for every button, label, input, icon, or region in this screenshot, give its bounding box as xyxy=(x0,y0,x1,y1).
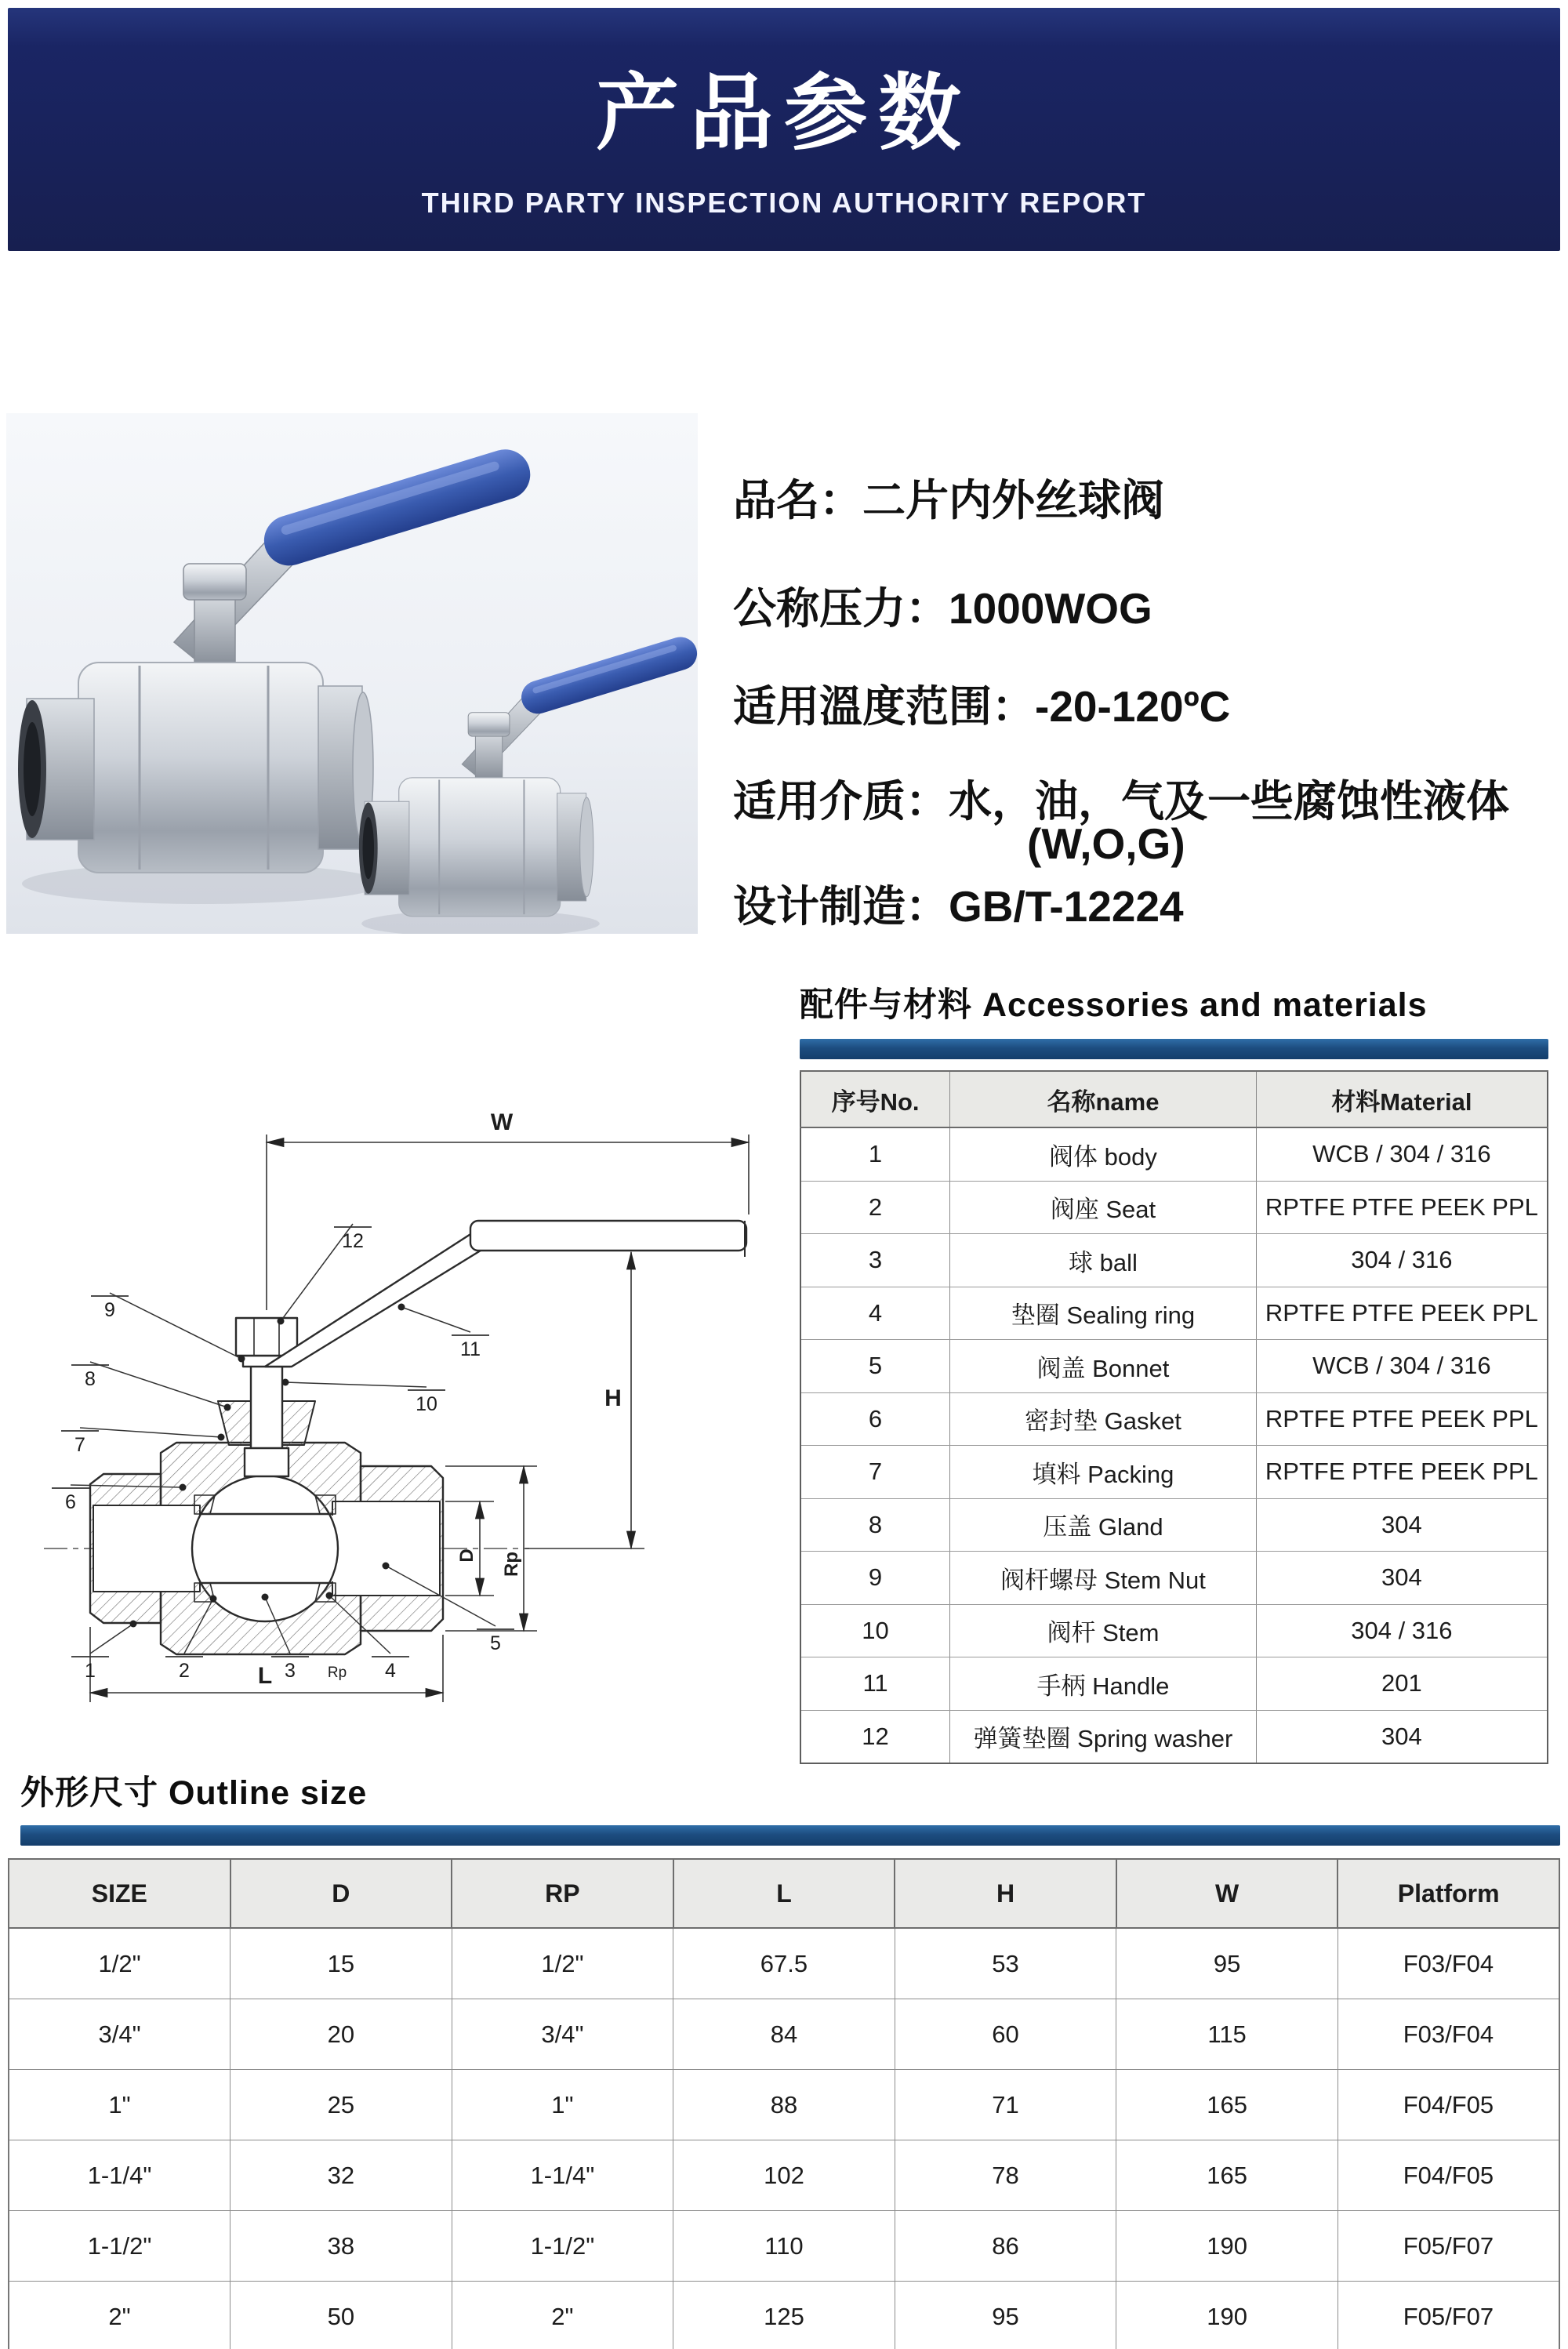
dim-l-label: L xyxy=(257,1663,273,1689)
table-cell: 阀座 Seat xyxy=(950,1181,1257,1234)
table-cell: 2" xyxy=(9,2282,230,2349)
column-header: Platform xyxy=(1338,1859,1559,1928)
table-cell: 38 xyxy=(230,2211,452,2282)
spec-value: 1000WOG xyxy=(949,584,1152,633)
part-number-label: 1 xyxy=(85,1660,96,1682)
accessories-header-row xyxy=(800,1071,1548,1127)
table-cell: 11 xyxy=(800,1657,950,1711)
table-cell: 71 xyxy=(895,2070,1116,2140)
column-header: D xyxy=(230,1859,452,1928)
table-cell: 115 xyxy=(1116,1999,1338,2070)
table-row xyxy=(9,2140,1559,2211)
table-cell: 3/4" xyxy=(9,1999,230,2070)
table-cell: 1-1/4" xyxy=(452,2140,673,2211)
spec-value: GB/T-12224 xyxy=(949,882,1184,931)
technical-drawing xyxy=(16,1043,776,1741)
table-cell: 1/2" xyxy=(452,1928,673,1999)
table-cell: 阀体 body xyxy=(950,1127,1257,1181)
table-cell: F05/F07 xyxy=(1338,2282,1559,2349)
table-row xyxy=(800,1552,1548,1605)
table-cell: 304 / 316 xyxy=(1256,1234,1548,1287)
accessories-table xyxy=(800,1070,1548,1764)
spec-standard xyxy=(733,872,1184,934)
table-row xyxy=(9,1928,1559,1999)
table-cell: 12 xyxy=(800,1710,950,1763)
outline-title: 外形尺寸 Outline size xyxy=(20,1774,368,1812)
spec-label: 公称压力： xyxy=(733,584,949,633)
column-header: H xyxy=(895,1859,1116,1928)
table-row xyxy=(800,1657,1548,1711)
spec-label: 品名： xyxy=(733,476,863,525)
part-number-label: 3 xyxy=(285,1660,296,1682)
table-cell: 304 xyxy=(1256,1552,1548,1605)
table-cell: 1/2" xyxy=(9,1928,230,1999)
table-cell: 5 xyxy=(800,1340,950,1393)
table-cell: 304 xyxy=(1256,1710,1548,1763)
table-cell: 1" xyxy=(452,2070,673,2140)
table-cell: 4 xyxy=(800,1287,950,1340)
table-cell: RPTFE PTFE PEEK PPL xyxy=(1256,1446,1548,1499)
table-row xyxy=(800,1446,1548,1499)
table-cell: F03/F04 xyxy=(1338,1999,1559,2070)
dim-rp-small-label: Rp xyxy=(327,1665,347,1681)
table-cell: 95 xyxy=(1116,1928,1338,1999)
table-cell: 88 xyxy=(673,2070,895,2140)
part-number-label: 12 xyxy=(342,1230,364,1252)
table-cell: 1-1/4" xyxy=(9,2140,230,2211)
table-row xyxy=(9,1999,1559,2070)
table-cell: 1" xyxy=(9,2070,230,2140)
table-cell: 球 ball xyxy=(950,1234,1257,1287)
table-cell: 阀杆螺母 Stem Nut xyxy=(950,1552,1257,1605)
table-row xyxy=(800,1392,1548,1446)
table-cell: 50 xyxy=(230,2282,452,2349)
accessories-divider-bar xyxy=(800,1039,1548,1059)
column-header: 名称name xyxy=(950,1071,1257,1127)
table-cell: F04/F05 xyxy=(1338,2070,1559,2140)
spec-product-name xyxy=(733,466,1164,528)
valve-body-section xyxy=(90,1221,746,1654)
column-header: SIZE xyxy=(9,1859,230,1928)
table-cell: 201 xyxy=(1256,1657,1548,1711)
part-leader-9 xyxy=(91,1293,245,1363)
dim-h-label: H xyxy=(604,1385,622,1411)
part-number-label: 7 xyxy=(74,1434,85,1456)
table-cell: 190 xyxy=(1116,2211,1338,2282)
table-cell: 304 / 316 xyxy=(1256,1604,1548,1657)
table-cell: 165 xyxy=(1116,2070,1338,2140)
column-header: 序号No. xyxy=(800,1071,950,1127)
column-header: 材料Material xyxy=(1256,1071,1548,1127)
page-title: 产品参数 xyxy=(596,67,972,160)
dim-w-label: W xyxy=(490,1109,514,1135)
spec-list xyxy=(733,439,1548,931)
outline-divider-bar xyxy=(20,1825,1560,1846)
table-cell: 86 xyxy=(895,2211,1116,2282)
table-cell: 95 xyxy=(895,2282,1116,2349)
part-number-label: 11 xyxy=(460,1338,481,1360)
table-cell: 2 xyxy=(800,1181,950,1234)
table-cell: 102 xyxy=(673,2140,895,2211)
spec-temperature xyxy=(733,672,1230,734)
table-cell: 190 xyxy=(1116,2282,1338,2349)
column-header: RP xyxy=(452,1859,673,1928)
table-cell: 1-1/2" xyxy=(452,2211,673,2282)
table-row xyxy=(800,1710,1548,1763)
table-row xyxy=(9,2282,1559,2349)
table-cell: RPTFE PTFE PEEK PPL xyxy=(1256,1181,1548,1234)
table-cell: 1 xyxy=(800,1127,950,1181)
table-cell: WCB / 304 / 316 xyxy=(1256,1340,1548,1393)
table-cell: 手柄 Handle xyxy=(950,1657,1257,1711)
part-leader-11 xyxy=(398,1304,490,1361)
table-cell: 垫圈 Sealing ring xyxy=(950,1287,1257,1340)
table-cell: 165 xyxy=(1116,2140,1338,2211)
handle-lever xyxy=(265,1230,491,1367)
table-row xyxy=(800,1181,1548,1234)
page-subtitle: THIRD PARTY INSPECTION AUTHORITY REPORT xyxy=(421,187,1147,219)
table-cell: 78 xyxy=(895,2140,1116,2211)
part-number-label: 4 xyxy=(385,1660,396,1682)
table-cell: F04/F05 xyxy=(1338,2140,1559,2211)
table-cell: 密封垫 Gasket xyxy=(950,1392,1257,1446)
table-cell: WCB / 304 / 316 xyxy=(1256,1127,1548,1181)
part-number-label: 9 xyxy=(104,1299,115,1321)
part-leader-1 xyxy=(71,1621,137,1683)
table-row xyxy=(800,1234,1548,1287)
part-number-label: 8 xyxy=(85,1368,96,1390)
table-cell: 304 xyxy=(1256,1498,1548,1552)
part-number-label: 5 xyxy=(490,1632,501,1654)
table-cell: 53 xyxy=(895,1928,1116,1999)
table-cell: 6 xyxy=(800,1392,950,1446)
ball-valves-photo-illustration xyxy=(6,413,698,934)
part-number-label: 6 xyxy=(65,1491,76,1513)
table-cell: F03/F04 xyxy=(1338,1928,1559,1999)
part-number-label: 2 xyxy=(179,1660,190,1682)
valve-cross-section-drawing xyxy=(16,1043,776,1741)
spec-label: 适用介质： xyxy=(733,777,949,826)
column-header: W xyxy=(1116,1859,1338,1928)
spec-pressure xyxy=(733,574,1152,636)
outline-size-table xyxy=(8,1858,1560,2349)
table-cell: 填料 Packing xyxy=(950,1446,1257,1499)
table-cell: 8 xyxy=(800,1498,950,1552)
header-banner xyxy=(8,8,1560,251)
table-cell: 67.5 xyxy=(673,1928,895,1999)
dim-d-label: D xyxy=(456,1548,477,1563)
table-row xyxy=(800,1287,1548,1340)
spec-value: 二片内外丝球阀 xyxy=(862,476,1165,525)
table-cell: 10 xyxy=(800,1604,950,1657)
table-row xyxy=(9,2211,1559,2282)
table-cell: 阀杆 Stem xyxy=(950,1604,1257,1657)
table-cell: 2" xyxy=(452,2282,673,2349)
spec-media-cont xyxy=(1027,819,1185,869)
table-cell: 9 xyxy=(800,1552,950,1605)
dim-rp-label: Rp xyxy=(501,1552,522,1577)
table-cell: 25 xyxy=(230,2070,452,2140)
table-cell: 3 xyxy=(800,1234,950,1287)
table-cell: F05/F07 xyxy=(1338,2211,1559,2282)
accessories-section xyxy=(800,978,1548,1764)
handle-grip xyxy=(470,1221,746,1251)
part-leader-8 xyxy=(71,1362,231,1411)
table-row xyxy=(800,1127,1548,1181)
outline-header-row xyxy=(9,1859,1559,1928)
spec-value: (W,O,G) xyxy=(1027,819,1185,868)
table-cell: 60 xyxy=(895,1999,1116,2070)
table-cell: 20 xyxy=(230,1999,452,2070)
table-cell: 压盖 Gland xyxy=(950,1498,1257,1552)
table-cell: 125 xyxy=(673,2282,895,2349)
table-cell: 1-1/2" xyxy=(9,2211,230,2282)
spec-value: -20-120ºC xyxy=(1035,682,1231,731)
table-row xyxy=(800,1340,1548,1393)
spec-label: 设计制造： xyxy=(733,882,949,931)
table-cell: RPTFE PTFE PEEK PPL xyxy=(1256,1392,1548,1446)
column-header: L xyxy=(673,1859,895,1928)
table-row xyxy=(9,2070,1559,2140)
table-cell: 3/4" xyxy=(452,1999,673,2070)
outline-size-section xyxy=(8,1766,1560,2349)
table-cell: 32 xyxy=(230,2140,452,2211)
table-cell: 阀盖 Bonnet xyxy=(950,1340,1257,1393)
spec-label: 适用溫度范围： xyxy=(733,682,1036,731)
spec-value: 水，油，气及一些腐蚀性液体 xyxy=(949,777,1510,826)
product-photo xyxy=(6,413,698,934)
table-cell: 7 xyxy=(800,1446,950,1499)
table-row xyxy=(800,1498,1548,1552)
table-cell: 弹簧垫圈 Spring washer xyxy=(950,1710,1257,1763)
table-cell: 110 xyxy=(673,2211,895,2282)
part-number-label: 10 xyxy=(416,1393,437,1415)
accessories-title: 配件与材料 Accessories and materials xyxy=(800,986,1428,1024)
table-row xyxy=(800,1604,1548,1657)
table-cell: 84 xyxy=(673,1999,895,2070)
table-cell: 15 xyxy=(230,1928,452,1999)
table-cell: RPTFE PTFE PEEK PPL xyxy=(1256,1287,1548,1340)
